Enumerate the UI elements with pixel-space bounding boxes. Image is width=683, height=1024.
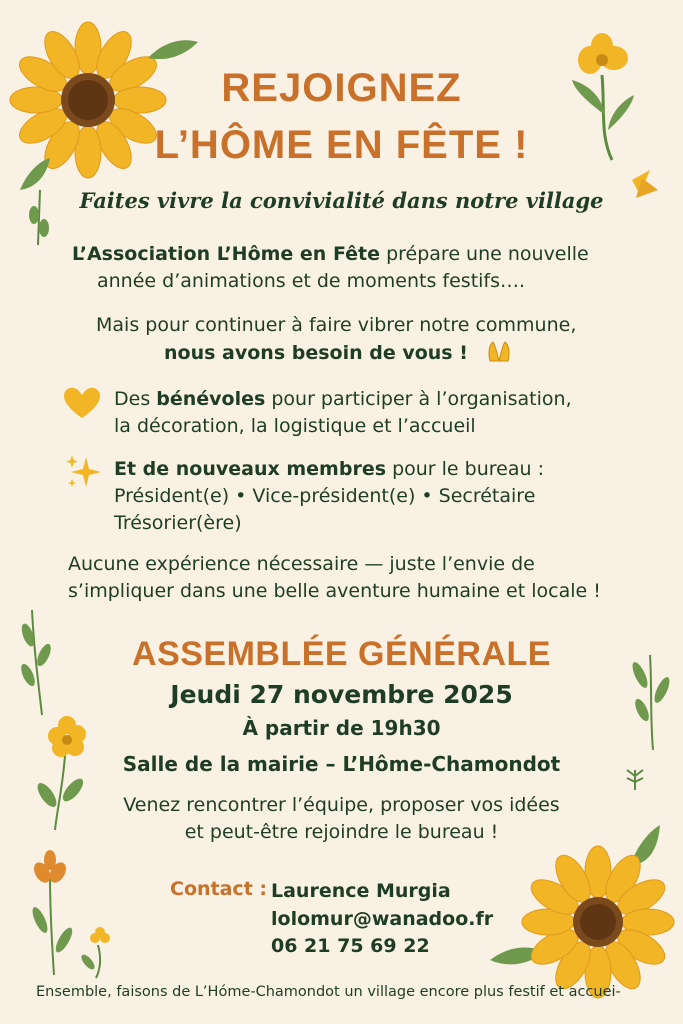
volunteers-line-2: la décoration, la logistique et l’accueil bbox=[114, 414, 476, 437]
orange-flower-bottom-left-icon bbox=[20, 850, 130, 980]
contact-block bbox=[271, 878, 493, 961]
volunteers-item: Des bénévoles pour participer à l’organisation, la décoration, la logistique et l’accueil bbox=[114, 386, 674, 440]
invite-line-2: et peut-être rejoindre le bureau ! bbox=[184, 820, 499, 843]
heart-icon bbox=[64, 388, 100, 420]
yellow-flower-top-right-icon bbox=[560, 30, 680, 210]
no-experience-line-2: s’impliquer dans une belle aventure humaine et locale ! bbox=[68, 579, 601, 602]
sparkles-icon bbox=[64, 455, 104, 491]
intro-rest: prépare une nouvelle bbox=[380, 243, 589, 265]
contact-label: Contact : bbox=[170, 878, 267, 900]
invite-paragraph bbox=[0, 792, 683, 846]
need-paragraph bbox=[96, 312, 681, 367]
assembly-title: ASSEMBLÉE GÉNÉRALE bbox=[132, 635, 551, 673]
members-line-2: Président(e) • Vice-président(e) • Secrétaire bbox=[114, 484, 536, 507]
no-experience-line-1: Aucune expérience nécessaire — juste l’envie de bbox=[68, 553, 535, 575]
members-item: Et de nouveaux membres pour le bureau : Président(e) • Vice-président(e) • Secrétaire Trésorier(ère) bbox=[114, 456, 674, 537]
no-experience-paragraph bbox=[68, 551, 678, 605]
need-line-1: Mais pour continuer à faire vibrer notre commune, bbox=[96, 314, 577, 336]
title-line-2: L’HÔME EN FÊTE ! bbox=[154, 123, 529, 167]
volunteers-bold: bénévoles bbox=[156, 388, 266, 410]
intro-paragraph bbox=[72, 241, 672, 295]
members-bold: Et de nouveaux membres bbox=[114, 458, 387, 480]
contact-phone[interactable]: 06 21 75 69 22 bbox=[271, 935, 430, 958]
footer-text: Ensemble, faisons de L’Hóme-Chamondot un village encore plus festif et accuei- bbox=[36, 984, 621, 1000]
contact-email[interactable]: lolomur@wanadoo.fr bbox=[271, 907, 494, 930]
need-line-2: nous avons besoin de vous ! bbox=[164, 341, 468, 364]
intro-line-2: année d’animations et de moments festifs…. bbox=[97, 269, 526, 292]
subtitle: Faites vivre la convivialité dans notre village bbox=[79, 188, 604, 213]
raised-hands-icon bbox=[484, 339, 514, 363]
association-name: L’Association L’Hôme en Fête bbox=[72, 243, 381, 265]
assembly-place: Salle de la mairie – L’Hôme-Chamondot bbox=[122, 752, 561, 776]
invite-line-1: Venez rencontrer l’équipe, proposer vos idées bbox=[123, 794, 560, 816]
contact-name: Laurence Murgia bbox=[271, 880, 451, 902]
members-line-3: Trésorier(ère) bbox=[114, 511, 242, 534]
title-line-1: REJOIGNEZ bbox=[221, 66, 462, 110]
assembly-time: À partir de 19h30 bbox=[242, 716, 441, 740]
assembly-date: Jeudi 27 novembre 2025 bbox=[170, 680, 513, 709]
